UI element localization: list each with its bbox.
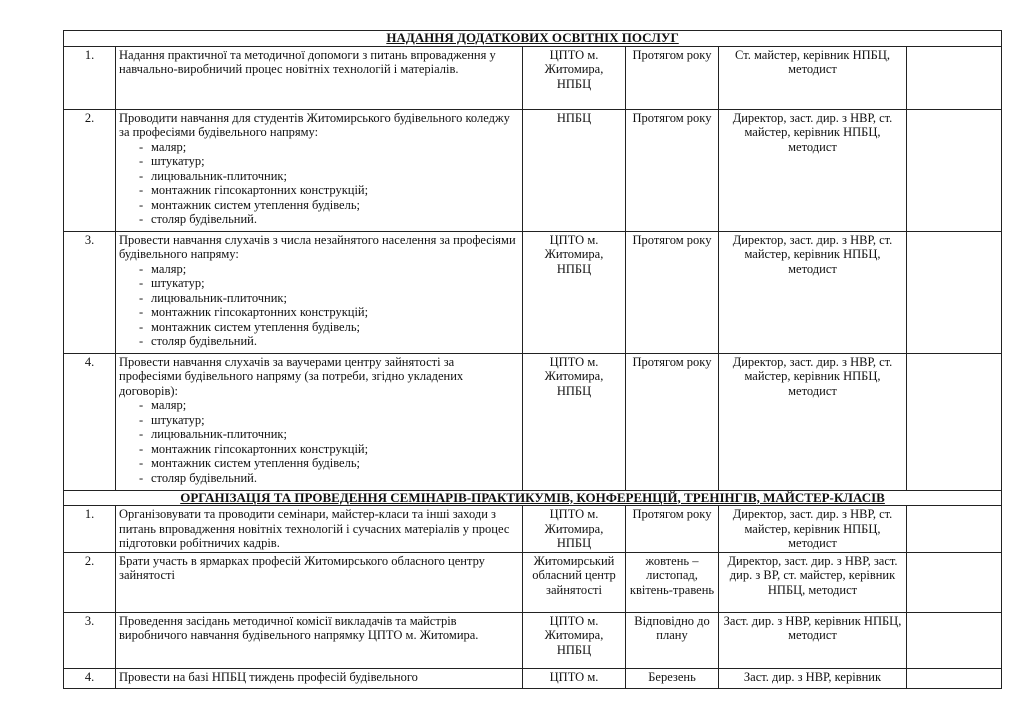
task-text: Провести на базі НПБЦ тиждень професій будівельного — [119, 669, 418, 684]
note-cell — [907, 668, 1002, 688]
task-text: Проводити навчання для студентів Житомирського будівельного коледжу за професіями будівельного напряму: — [119, 110, 510, 139]
table-row — [64, 552, 1002, 612]
row-number: 4. — [64, 668, 116, 688]
list-item: - монтажник систем утеплення будівель; — [119, 198, 519, 213]
table-row — [64, 506, 1002, 553]
list-item: - монтажник гіпсокартонних конструкцій; — [119, 305, 519, 320]
list-item: - маляр; — [119, 398, 519, 413]
section-header-row — [64, 31, 1002, 47]
responsible-cell: Заст. дир. з НВР, керівник — [719, 668, 907, 688]
responsible-cell: Директор, заст. дир. з НВР, ст. майстер, керівник НПБЦ, методист — [719, 109, 907, 231]
task-cell — [116, 506, 523, 553]
note-cell — [907, 506, 1002, 553]
list-item: - столяр будівельний. — [119, 212, 519, 227]
list-item: - лицювальник-плиточник; — [119, 291, 519, 306]
section-title: ОРГАНІЗАЦІЯ ТА ПРОВЕДЕННЯ СЕМІНАРІВ-ПРАКТИКУМІВ, КОНФЕРЕНЦІЙ, ТРЕНІНГІВ, МАЙСТЕР-КЛАСІВ — [64, 490, 1002, 506]
note-cell — [907, 231, 1002, 353]
responsible-cell: Заст. дир. з НВР, керівник НПБЦ, методист — [719, 612, 907, 668]
responsible-cell: Директор, заст. дир. з НВР, ст. майстер, керівник НПБЦ, методист — [719, 231, 907, 353]
task-cell — [116, 668, 523, 688]
term-cell: жовтень – листопад, квітень-травень — [626, 552, 719, 612]
list-item: - лицювальник-плиточник; — [119, 427, 519, 442]
task-cell — [116, 109, 523, 231]
term-cell: Протягом року — [626, 506, 719, 553]
place-cell: ЦПТО м. Житомира, НПБЦ — [523, 231, 626, 353]
place-cell: ЦПТО м. Житомира, НПБЦ — [523, 612, 626, 668]
list-item: - штукатур; — [119, 154, 519, 169]
row-number: 2. — [64, 552, 116, 612]
list-item: - штукатур; — [119, 276, 519, 291]
row-number: 1. — [64, 46, 116, 109]
term-cell: Протягом року — [626, 109, 719, 231]
place-cell: ЦПТО м. Житомира, НПБЦ — [523, 353, 626, 490]
plan-table — [63, 30, 1002, 689]
task-text: Організовувати та проводити семінари, майстер-класи та інші заходи з питань впровадження новітніх технологій і сучасних матеріалів у процес підготовки робітничих кадрів. — [119, 507, 510, 550]
table-row — [64, 612, 1002, 668]
table-row — [64, 109, 1002, 231]
table-row — [64, 46, 1002, 109]
responsible-cell: Директор, заст. дир. з НВР, ст. майстер, керівник НПБЦ, методист — [719, 506, 907, 553]
task-cell — [116, 46, 523, 109]
list-item: - штукатур; — [119, 413, 519, 428]
row-number: 3. — [64, 612, 116, 668]
list-item: - лицювальник-плиточник; — [119, 169, 519, 184]
task-text: Надання практичної та методичної допомоги з питань впровадження у навчально-виробничий процес новітніх технологій і матеріалів. — [119, 47, 496, 76]
document-page — [63, 30, 1001, 689]
row-number: 3. — [64, 231, 116, 353]
task-text: Проведення засідань методичної комісії викладачів та майстрів виробничого навчання будівельного напрямку ЦПТО м. Житомира. — [119, 613, 479, 642]
profession-list — [119, 398, 519, 485]
list-item: - столяр будівельний. — [119, 471, 519, 486]
note-cell — [907, 46, 1002, 109]
task-cell — [116, 231, 523, 353]
list-item: - столяр будівельний. — [119, 334, 519, 349]
responsible-cell: Ст. майстер, керівник НПБЦ, методист — [719, 46, 907, 109]
row-number: 2. — [64, 109, 116, 231]
place-cell: Житомирський обласний центр зайнятості — [523, 552, 626, 612]
term-cell: Протягом року — [626, 231, 719, 353]
list-item: - монтажник гіпсокартонних конструкцій; — [119, 183, 519, 198]
term-cell: Протягом року — [626, 353, 719, 490]
task-cell — [116, 552, 523, 612]
table-row — [64, 668, 1002, 688]
note-cell — [907, 552, 1002, 612]
task-cell — [116, 612, 523, 668]
list-item: - монтажник систем утеплення будівель; — [119, 320, 519, 335]
list-item: - монтажник гіпсокартонних конструкцій; — [119, 442, 519, 457]
section-title: НАДАННЯ ДОДАТКОВИХ ОСВІТНІХ ПОСЛУГ — [64, 31, 1002, 47]
section-header-row — [64, 490, 1002, 506]
profession-list — [119, 140, 519, 227]
place-cell: ЦПТО м. Житомира, НПБЦ — [523, 506, 626, 553]
row-number: 1. — [64, 506, 116, 553]
place-cell: ЦПТО м. Житомира, НПБЦ — [523, 46, 626, 109]
list-item: - маляр; — [119, 140, 519, 155]
task-text: Провести навчання слухачів за ваучерами центру зайнятості за професіями будівельного напряму (за потреби, згідно укладених договорів): — [119, 354, 464, 398]
term-cell: Відповідно до плану — [626, 612, 719, 668]
responsible-cell: Директор, заст. дир. з НВР, заст. дир. з ВР, ст. майстер, керівник НПБЦ, методист — [719, 552, 907, 612]
list-item: - монтажник систем утеплення будівель; — [119, 456, 519, 471]
note-cell — [907, 353, 1002, 490]
note-cell — [907, 109, 1002, 231]
profession-list — [119, 262, 519, 349]
term-cell: Протягом року — [626, 46, 719, 109]
place-cell: НПБЦ — [523, 109, 626, 231]
table-row — [64, 353, 1002, 490]
list-item: - маляр; — [119, 262, 519, 277]
table-row — [64, 231, 1002, 353]
task-text: Провести навчання слухачів з числа незайнятого населення за професіями будівельного напряму: — [119, 232, 516, 261]
responsible-cell: Директор, заст. дир. з НВР, ст. майстер, керівник НПБЦ, методист — [719, 353, 907, 490]
note-cell — [907, 612, 1002, 668]
term-cell: Березень — [626, 668, 719, 688]
task-text: Брати участь в ярмарках професій Житомирського обласного центру зайнятості — [119, 553, 485, 582]
row-number: 4. — [64, 353, 116, 490]
task-cell — [116, 353, 523, 490]
place-cell: ЦПТО м. — [523, 668, 626, 688]
